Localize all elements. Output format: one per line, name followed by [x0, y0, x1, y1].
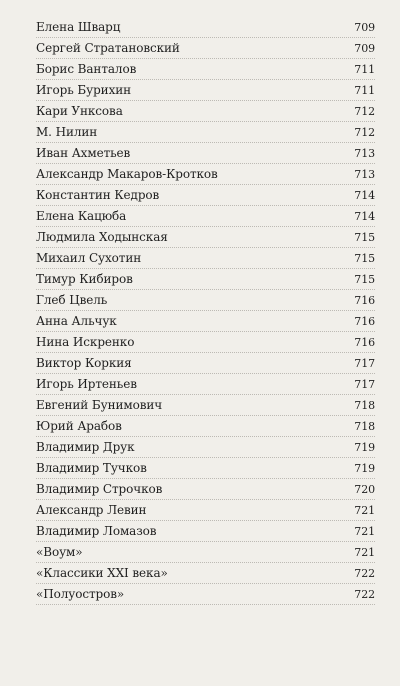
entry-page: 714	[354, 189, 375, 202]
toc-entry	[36, 479, 375, 500]
toc-entry	[36, 38, 375, 59]
entry-title: Юрий Арабов	[36, 419, 122, 433]
entry-page: 709	[354, 42, 375, 55]
toc-entry	[36, 101, 375, 122]
entry-title: Глеб Цвель	[36, 293, 108, 307]
entry-page: 722	[354, 588, 375, 601]
entry-page: 721	[354, 504, 375, 517]
entry-page: 721	[354, 525, 375, 538]
entry-title: Елена Шварц	[36, 20, 121, 34]
entry-page: 715	[354, 231, 375, 244]
entry-title: Кари Унксова	[36, 104, 123, 118]
toc-entry	[36, 584, 375, 605]
entry-page: 718	[354, 420, 375, 433]
toc-entry	[36, 458, 375, 479]
entry-page: 719	[354, 441, 375, 454]
toc-entry	[36, 563, 375, 584]
toc-entry	[36, 122, 375, 143]
entry-title: Анна Альчук	[36, 314, 117, 328]
entry-page: 718	[354, 399, 375, 412]
entry-title: «Воум»	[36, 545, 83, 559]
entry-title: Владимир Тучков	[36, 461, 147, 475]
entry-title: Александр Левин	[36, 503, 147, 517]
toc-entry	[36, 80, 375, 101]
entry-title: Владимир Ломазов	[36, 524, 157, 538]
entry-page: 715	[354, 252, 375, 265]
toc-entry	[36, 164, 375, 185]
entry-page: 716	[354, 336, 375, 349]
entry-page: 713	[354, 168, 375, 181]
toc-entry	[36, 17, 375, 38]
entry-title: Александр Макаров-Кротков	[36, 167, 218, 181]
entry-title: Игорь Иртеньев	[36, 377, 137, 391]
entry-title: Константин Кедров	[36, 188, 160, 202]
entry-title: «Полуостров»	[36, 587, 125, 601]
entry-title: Михаил Сухотин	[36, 251, 142, 265]
toc-entry	[36, 59, 375, 80]
entry-title: Виктор Коркия	[36, 356, 132, 370]
toc-entry	[36, 521, 375, 542]
entry-page: 720	[354, 483, 375, 496]
toc-entry	[36, 332, 375, 353]
toc-entry	[36, 437, 375, 458]
entry-title: Владимир Строчков	[36, 482, 163, 496]
entry-page: 716	[354, 294, 375, 307]
toc-entry	[36, 374, 375, 395]
entry-title: Евгений Бунимович	[36, 398, 163, 412]
entry-page: 712	[354, 126, 375, 139]
entry-title: Владимир Друк	[36, 440, 135, 454]
toc-entry	[36, 248, 375, 269]
toc-entry	[36, 143, 375, 164]
entry-page: 712	[354, 105, 375, 118]
entry-page: 711	[354, 63, 375, 76]
entry-page: 709	[354, 21, 375, 34]
entry-page: 711	[354, 84, 375, 97]
toc-entry	[36, 185, 375, 206]
entry-page: 715	[354, 273, 375, 286]
entry-title: «Классики XXI века»	[36, 566, 168, 580]
entry-page: 717	[354, 378, 375, 391]
toc-entry	[36, 227, 375, 248]
entry-page: 717	[354, 357, 375, 370]
entry-page: 722	[354, 567, 375, 580]
entry-page: 713	[354, 147, 375, 160]
toc-entry	[36, 500, 375, 521]
entry-title: Людмила Ходынская	[36, 230, 168, 244]
toc-entry	[36, 269, 375, 290]
toc-entry	[36, 395, 375, 416]
entry-title: Борис Ванталов	[36, 62, 137, 76]
entry-page: 719	[354, 462, 375, 475]
entry-title: Тимур Кибиров	[36, 272, 133, 286]
toc-entry	[36, 290, 375, 311]
toc-entry	[36, 311, 375, 332]
entry-title: Игорь Бурихин	[36, 83, 132, 97]
toc-entry	[36, 206, 375, 227]
toc-entry	[36, 416, 375, 437]
entry-title: Нина Искренко	[36, 335, 135, 349]
entry-title: Елена Кацюба	[36, 209, 127, 223]
toc-entry	[36, 542, 375, 563]
toc-entry	[36, 353, 375, 374]
entry-title: М. Нилин	[36, 125, 98, 139]
entry-page: 714	[354, 210, 375, 223]
entry-title: Сергей Стратановский	[36, 41, 180, 55]
entry-page: 716	[354, 315, 375, 328]
entry-title: Иван Ахметьев	[36, 146, 131, 160]
entry-page: 721	[354, 546, 375, 559]
